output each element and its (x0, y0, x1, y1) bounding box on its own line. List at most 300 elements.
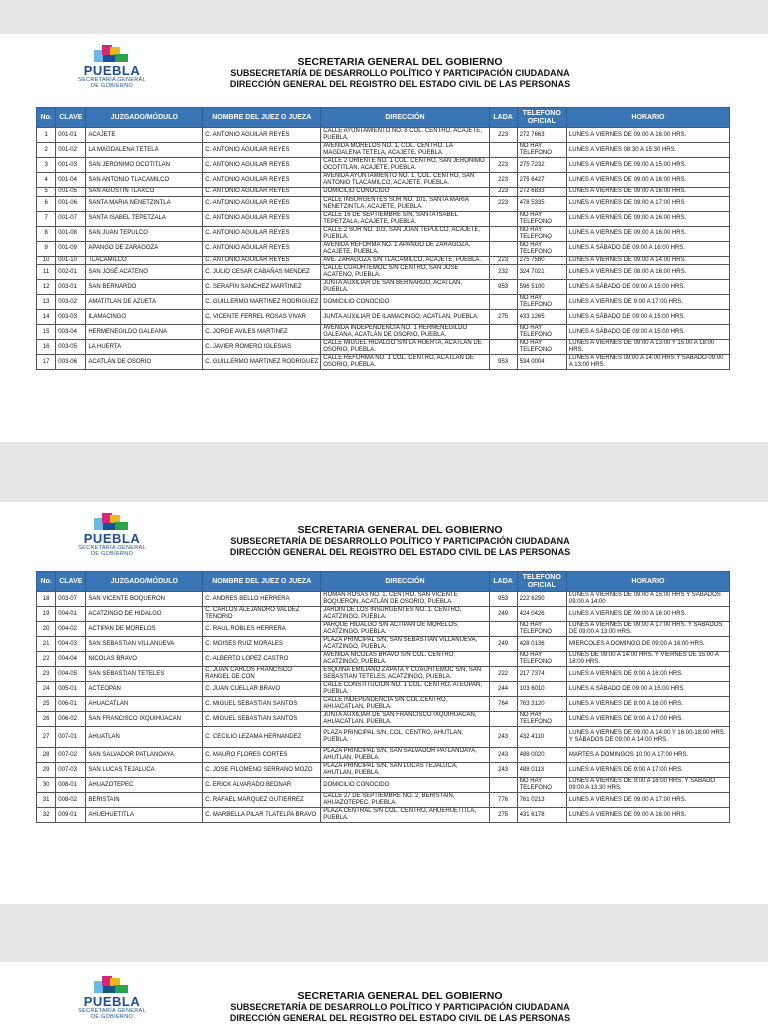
cell-juzgado: TLACAMILCO (86, 256, 203, 265)
table-row (37, 727, 730, 748)
header-titles (150, 524, 650, 557)
document-page-3 (0, 962, 768, 1024)
cell-horario: LUNES A VIERNES DE 09:00 A 17:00 HRS. Y SÁBADOS DE 09:00 A 13:00 HRS. (566, 622, 729, 637)
cell-telefono: 428 0136 (517, 637, 566, 652)
table-row (37, 652, 730, 667)
cell-telefono: NO HAY TELEFONO (517, 325, 566, 340)
table-header-row (37, 572, 730, 592)
cell-no: 19 (37, 607, 56, 622)
cell-lada (489, 340, 517, 355)
cell-lada (489, 241, 517, 256)
cell-juez: C. CECILIO LEZAMA HERNANDEZ (203, 727, 321, 748)
cell-telefono: 275 6427 (517, 173, 566, 188)
cell-clave: 001-02 (56, 143, 86, 158)
table-row (37, 128, 730, 143)
cell-direccion: PLAZA PRINCIPAL S/N, SAN SEBASTIAN VILLANUEVA, ACATZINGO, PUEBLA. (321, 637, 489, 652)
cell-clave: 004-04 (56, 652, 86, 667)
cell-direccion: PLAZA CENTRAL S/N COL. CENTRO, AHUEHUETITLA, PUEBLA. (321, 808, 489, 823)
cell-lada: 953 (489, 355, 517, 370)
cell-lada: 223 (489, 188, 517, 197)
cell-juez: C. RAFAEL MARQUEZ GUTIERREZ (203, 793, 321, 808)
cell-clave: 008-01 (56, 778, 86, 793)
cell-direccion: CALLE 27 DE SEPTIEMBRE NO. 2, BERISTAIN, AHUAZOTEPEC, PUEBLA. (321, 793, 489, 808)
cell-lada: 249 (489, 637, 517, 652)
table-row (37, 211, 730, 226)
cell-no: 24 (37, 682, 56, 697)
cell-direccion: CALLE CONSTITUCION NO. 1 COL. CENTRO, ATEOPAN, PUEBLA. (321, 682, 489, 697)
cell-horario: LUNES A VIERNES DE 09:00 A 16:00 HRS. (566, 128, 729, 143)
cell-direccion: DOMICILIO CONOCIDO (321, 295, 489, 310)
cell-horario: LUNES A VIERNES DE 09:00 A 17:00 HRS. (566, 793, 729, 808)
cell-telefono: 488 0113 (517, 763, 566, 778)
cell-direccion: DOMICILIO CONOCIDO (321, 188, 489, 197)
cell-clave: 001-04 (56, 173, 86, 188)
cell-clave: 003-02 (56, 295, 86, 310)
cell-lada: 223 (489, 158, 517, 173)
cell-horario: LUNES A SÁBADO DE 09:00 A 15:00 HRS. (566, 310, 729, 325)
cell-clave: 002-01 (56, 265, 86, 280)
cell-juzgado: AHUATLAN (86, 727, 203, 748)
cell-horario: LUNES A VIERNES DE 09:00 A 15:00 HRS Y SABADOS 09:00 A 14:00 (566, 592, 729, 607)
cell-horario: LUNES A VIERNES DE 9:00 A 16:00 HRS. (566, 667, 729, 682)
cell-telefono: 431 6178 (517, 808, 566, 823)
cell-no: 28 (37, 748, 56, 763)
cell-horario: LUNES A VIERNES DE 9:00 A 17:00 HRS. (566, 712, 729, 727)
logo-subtext: SECRETARÍA GENERAL DE GOBIERNO (78, 545, 146, 557)
cell-juez: C. MAURO FLORES CORTES (203, 748, 321, 763)
cell-juzgado: AHUAZOTEPEC (86, 778, 203, 793)
cell-lada (489, 295, 517, 310)
cell-direccion: PLAZA PRINCIPAL S/N, SAN SALVADOR PATLANOAYA, AHUTLAN, PUEBLA. (321, 748, 489, 763)
cell-horario: LUNES A VIERNES DE 09:00 A 13:00 Y 15:00 A 18:00 HRS. (566, 340, 729, 355)
cell-clave: 005-01 (56, 682, 86, 697)
cell-horario: LUNES A VIERNES DE 09:00 A 17:00 HRS (566, 196, 729, 211)
cell-clave: 006-01 (56, 697, 86, 712)
cell-telefono: 424 0426 (517, 607, 566, 622)
cell-no: 14 (37, 310, 56, 325)
table-row (37, 188, 730, 197)
cell-juzgado: SANTA MARIA NENETZINTLA (86, 196, 203, 211)
cell-juez: C. JUAN CARLOS FRANCISCO RANGEL DE CON (203, 667, 321, 682)
cell-telefono: 275 7580 (517, 256, 566, 265)
cell-telefono: 324 7021 (517, 265, 566, 280)
cell-direccion: CALLE AYUNTAMIENTO NO. 8 COL. CENTRO, ACAJETE, PUEBLA. (321, 128, 489, 143)
cell-clave: 003-07 (56, 592, 86, 607)
cell-no: 30 (37, 778, 56, 793)
cell-telefono: NO HAY TELEFONO (517, 340, 566, 355)
cell-juzgado: SAN SEBASTIAN TETELES (86, 667, 203, 682)
col-direccion: DIRECCIÓN (321, 108, 489, 128)
cell-no: 8 (37, 226, 56, 241)
cell-telefono: 763 3120 (517, 697, 566, 712)
cell-juzgado: SAN JOSÉ ACATENO (86, 265, 203, 280)
cell-juez: C. SERAFIN SANCHEZ MARTINEZ (203, 280, 321, 295)
page-title: SECRETARIA GENERAL DEL GOBIERNO (297, 56, 503, 68)
col-horario: HORARIO (566, 572, 729, 592)
cell-telefono: NO HAY TELEFONO (517, 211, 566, 226)
cell-horario: LUNES A VIERNES DE 09:00 A 14:00 Y 16:00-18:00 HRS. Y SÁBADOS DE 09:00 A 14:00 HRS. (566, 727, 729, 748)
cell-horario: LUNES A VIERNES DE 09:00 A 16:00 HRS. (566, 211, 729, 226)
table-row (37, 667, 730, 682)
cell-telefono: NO HAY TELEFONO (517, 622, 566, 637)
cell-telefono: 478 5335 (517, 196, 566, 211)
cell-no: 15 (37, 325, 56, 340)
table-row (37, 310, 730, 325)
document-page-1 (0, 34, 768, 442)
cell-horario: LUNES A VIERNES DE 09:00 A 16:00 HRS. (566, 188, 729, 197)
col-juez: NOMBRE DEL JUEZ O JUEZA (203, 108, 321, 128)
cell-juzgado: NICOLAS BRAVO (86, 652, 203, 667)
cell-horario: LUNES A VIERNES DE 9:00 A 17:00 HRS. (566, 763, 729, 778)
cell-juzgado: ACATZINGO DE HIDALGO (86, 607, 203, 622)
cell-telefono: 272 7663 (517, 128, 566, 143)
cell-lada: 275 (489, 808, 517, 823)
cell-juez: C. MIGUEL SEBASTIAN SANTOS (203, 697, 321, 712)
cell-juzgado: AMATITLAN DE AZUETA (86, 295, 203, 310)
cell-juez: C. VICENTE FERREL ROSAS VIVAR (203, 310, 321, 325)
cell-horario: LUNES A VIERNES 09:00 A 14:00 HRS Y SABADO 09:00 A 13:00 HRS. (566, 355, 729, 370)
cell-telefono: 103 6010 (517, 682, 566, 697)
logo-word: PUEBLA (83, 994, 141, 1009)
cell-juzgado: LA MAGDALENA TETELA (86, 143, 203, 158)
cell-juzgado: SAN JERONIMO OCOTITLAN (86, 158, 203, 173)
cell-no: 29 (37, 763, 56, 778)
cell-no: 17 (37, 355, 56, 370)
cell-no: 21 (37, 637, 56, 652)
cell-horario: LUNES A VIERNES DE 09:00 A 16:00 HRS. (566, 173, 729, 188)
cell-clave: 003-03 (56, 310, 86, 325)
logo-word: PUEBLA (83, 531, 141, 546)
cell-no: 9 (37, 241, 56, 256)
cell-horario: LUNES A VIERNES DE 09:00 A 16:00 HRS. (566, 607, 729, 622)
table-row (37, 340, 730, 355)
cell-no: 13 (37, 295, 56, 310)
cell-juez: C. JORGE AVILES MARTINEZ (203, 325, 321, 340)
cell-clave: 004-05 (56, 667, 86, 682)
col-juzgado: JUZGADO/MÓDULO (86, 108, 203, 128)
cell-lada: 776 (489, 793, 517, 808)
table-row (37, 196, 730, 211)
cell-telefono: NO HAY TELEFONO (517, 712, 566, 727)
table-row (37, 256, 730, 265)
cell-juzgado: SAN JUAN TEPULCO (86, 226, 203, 241)
cell-no: 22 (37, 652, 56, 667)
logo-blocks-icon (94, 976, 130, 993)
table-row (37, 793, 730, 808)
cell-direccion: DOMICILIO CONOCIDO (321, 778, 489, 793)
cell-no: 11 (37, 265, 56, 280)
cell-juez: C. JOSE FILOMENO SERRANO MOZO (203, 763, 321, 778)
cell-telefono: NO HAY TELEFONO (517, 241, 566, 256)
cell-lada: 223 (489, 128, 517, 143)
cell-juez: C. ANTONIO AGUILAR REYES (203, 241, 321, 256)
cell-lada: 222 (489, 667, 517, 682)
cell-lada: 223 (489, 196, 517, 211)
col-no: No. (37, 572, 56, 592)
col-direccion: DIRECCIÓN (321, 572, 489, 592)
header-titles (150, 990, 650, 1023)
cell-juez: C. ANDRES BELLO HERRERA (203, 592, 321, 607)
cell-direccion: AVENIDA MORELOS NO. 1, COL. CENTRO, LA MAGDALENA TETELA, ACAJETE, PUEBLA. (321, 143, 489, 158)
cell-lada (489, 143, 517, 158)
table-row (37, 265, 730, 280)
cell-direccion: AVENIDA NICOLAS BRAVO S/N COL. CENTRO, ACATZINGO, PUEBLA. (321, 652, 489, 667)
cell-lada: 243 (489, 748, 517, 763)
logo-subtext: SECRETARÍA GENERAL DE GOBIERNO (78, 1008, 146, 1020)
puebla-logo (76, 45, 148, 93)
cell-lada: 249 (489, 607, 517, 622)
cell-horario: LUNES A SÁBADO DE 09:00 A 16:00 HRS. (566, 241, 729, 256)
cell-lada: 232 (489, 265, 517, 280)
cell-lada: 953 (489, 592, 517, 607)
cell-direccion: PARQUE HIDALGO S/N ACTIPAN DE MORELOS, ACATZINGO, PUEBLA. (321, 622, 489, 637)
cell-juez: C. ANTONIO AGUILAR REYES (203, 188, 321, 197)
cell-juzgado: SAN LUCAS TEJALUCA (86, 763, 203, 778)
cell-clave: 003-04 (56, 325, 86, 340)
cell-juez: C. MIGUEL SEBASTIAN SANTOS (203, 712, 321, 727)
page-subtitle-1: SUBSECRETARÍA DE DESARROLLO POLÍTICO Y PARTICIPACIÓN CIUDADANA (230, 68, 570, 78)
cell-horario: LUNES A VIERNES DE 09:00 A 15:00 HRS. (566, 158, 729, 173)
cell-horario: LUNES A VIERNES DE 8:00 A 16:00 HRS. (566, 697, 729, 712)
table-row (37, 607, 730, 622)
cell-juzgado: ACTEOPAN (86, 682, 203, 697)
cell-lada (489, 226, 517, 241)
page-title: SECRETARIA GENERAL DEL GOBIERNO (297, 990, 503, 1002)
cell-juzgado: BERISTAIN (86, 793, 203, 808)
cell-horario: MARTES A DOMINGOS 10:00 A 17:00 HRS. (566, 748, 729, 763)
cell-clave: 007-01 (56, 727, 86, 748)
cell-direccion: AVENIDA REFORMA NO. 1 APANGO DE ZARAGOZA, ACAJETE, PUEBLA. (321, 241, 489, 256)
cell-clave: 001-03 (56, 158, 86, 173)
page-subtitle-2: DIRECCIÓN GENERAL DEL REGISTRO DEL ESTADO CIVIL DE LAS PERSONAS (229, 546, 571, 557)
cell-telefono: 275 7232 (517, 158, 566, 173)
col-clave: CLAVE (56, 572, 86, 592)
cell-direccion: CALLE 2 ORIENTE NO. 1 COL. CENTRO, SAN JERONIMO OCOTITLAN, ACAJETE, PUEBLA. (321, 158, 489, 173)
table-row (37, 763, 730, 778)
cell-juzgado: SAN BERNARDO (86, 280, 203, 295)
cell-juzgado: AHUEHUETITLA (86, 808, 203, 823)
cell-clave: 001-08 (56, 226, 86, 241)
cell-clave: 001-06 (56, 196, 86, 211)
cell-juez: C. JUAN CUELLAR BRAVO (203, 682, 321, 697)
cell-juzgado: SAN VICENTE BOQUERON (86, 592, 203, 607)
cell-direccion: AVENIDA AYUNTAMIENTO NO. 1, COL. CENTRO, SAN ANTONIO TLACAMILCO, ACAJETE, PUEBLA. (321, 173, 489, 188)
cell-no: 27 (37, 727, 56, 748)
cell-juez: C. ERICK ALVARADO BEDNAR (203, 778, 321, 793)
cell-horario: LUNES A SÁBADO DE 09:00 A 15:00 HRS. (566, 682, 729, 697)
cell-direccion: JUNTA AUXILIAR DE SAN BERNARDO, ACATLAN, PUEBLA. (321, 280, 489, 295)
cell-clave: 001-05 (56, 188, 86, 197)
table-header-row (37, 108, 730, 128)
cell-horario: MIERCOLES A DOMINGO DE 09:00 A 16:00 HRS. (566, 637, 729, 652)
cell-juez: C. ANTONIO AGUILAR REYES (203, 211, 321, 226)
cell-no: 5 (37, 188, 56, 197)
table-row (37, 295, 730, 310)
document-page-2 (0, 502, 768, 904)
cell-juez: C. ANTONIO AGUILAR REYES (203, 196, 321, 211)
cell-telefono: NO HAY TELEFONO (517, 295, 566, 310)
cell-telefono: 761 0213 (517, 793, 566, 808)
table-row (37, 682, 730, 697)
cell-juez: C. RAUL ROBLES HERRERA (203, 622, 321, 637)
col-no: No. (37, 108, 56, 128)
table-row (37, 592, 730, 607)
table-row (37, 226, 730, 241)
cell-no: 20 (37, 622, 56, 637)
cell-juzgado: LA HUERTA (86, 340, 203, 355)
page-subtitle-2: DIRECCIÓN GENERAL DEL REGISTRO DEL ESTADO CIVIL DE LAS PERSONAS (229, 1012, 571, 1023)
cell-clave: 003-01 (56, 280, 86, 295)
cell-juez: C. CARLOS ALEJANDRO VALDEZ TENORIO (203, 607, 321, 622)
cell-no: 7 (37, 211, 56, 226)
table-row (37, 143, 730, 158)
col-juez: NOMBRE DEL JUEZ O JUEZA (203, 572, 321, 592)
cell-juzgado: AHUACATLAN (86, 697, 203, 712)
cell-no: 12 (37, 280, 56, 295)
cell-telefono: 488 0020 (517, 748, 566, 763)
cell-lada (489, 652, 517, 667)
cell-juzgado: SAN FRANCISCO IXQUIHUACAN (86, 712, 203, 727)
cell-no: 32 (37, 808, 56, 823)
cell-clave: 001-07 (56, 211, 86, 226)
cell-juez: C. ANTONIO AGUILAR REYES (203, 226, 321, 241)
cell-no: 6 (37, 196, 56, 211)
cell-direccion: CALLE MIGUEL HIDALGO S/N LA HUERTA, ACATLÁN DE OSORIO, PUEBLA. (321, 340, 489, 355)
cell-lada: 244 (489, 682, 517, 697)
page-subtitle-2: DIRECCIÓN GENERAL DEL REGISTRO DEL ESTADO CIVIL DE LAS PERSONAS (229, 78, 571, 89)
logo-blocks-icon (94, 45, 130, 62)
cell-juzgado: ACATLÁN DE OSORIO (86, 355, 203, 370)
page-title: SECRETARIA GENERAL DEL GOBIERNO (297, 524, 503, 536)
cell-clave: 001-10 (56, 256, 86, 265)
cell-direccion: AVE. ZARAGOZA S/N TLACAMILCO, ACAJETE, PUEBLA. (321, 256, 489, 265)
col-clave: CLAVE (56, 108, 86, 128)
cell-juez: C. ANTONIO AGUILAR REYES (203, 128, 321, 143)
cell-telefono: NO HAY TELEFONO (517, 226, 566, 241)
cell-juez: C. JAVIER ROMERO IGLESIAS (203, 340, 321, 355)
cell-no: 10 (37, 256, 56, 265)
cell-lada (489, 325, 517, 340)
cell-clave: 001-09 (56, 241, 86, 256)
cell-horario: LUNES A VIERNES DE 9:00 A 16:00 HRS. Y SÁBADO 09:00 A 13:30 HRS. (566, 778, 729, 793)
cell-telefono: 272 6833 (517, 188, 566, 197)
cell-direccion: CALLE REFORMA NO. 1 COL. CENTRO, ACATLÁN DE OSORIO, PUEBLA. (321, 355, 489, 370)
cell-horario: LUNES A VIERNES DE 09:00 A 16:00 HRS. (566, 808, 729, 823)
cell-juzgado: ILAMACINGO (86, 310, 203, 325)
table-row (37, 808, 730, 823)
cell-direccion: JUNTA AUXILIAR DE ILAMACINGO, ACATLAN, PUEBLA. (321, 310, 489, 325)
cell-clave: 003-05 (56, 340, 86, 355)
cell-clave: 004-02 (56, 622, 86, 637)
cell-lada (489, 622, 517, 637)
cell-telefono: 222 6250 (517, 592, 566, 607)
cell-juez: C. JULIO CESAR CABAÑAS MENDEZ (203, 265, 321, 280)
cell-juzgado: ACTIPAN DE MORELOS (86, 622, 203, 637)
cell-clave: 006-02 (56, 712, 86, 727)
cell-no: 1 (37, 128, 56, 143)
cell-juzgado: SAN ANTONIO TLACAMILCO (86, 173, 203, 188)
cell-horario: LUNES A SÁBADO DE 09:00 A 15:00 HRS. (566, 325, 729, 340)
cell-juzgado: ACAJETE (86, 128, 203, 143)
cell-no: 16 (37, 340, 56, 355)
cell-telefono: 433 1265 (517, 310, 566, 325)
cell-juez: C. GUILLERMO MARTINEZ RODRIGUEZ (203, 355, 321, 370)
cell-direccion: ESQUINA EMILIANO ZAPATA Y CUAUHTEMOC S/N, SAN SEBASTIAN TETELES, ACATZINGO, PUEBLA. (321, 667, 489, 682)
cell-juez: C. ANTONIO AGUILAR REYES (203, 158, 321, 173)
cell-direccion: CALLE INSURGENTES SUR NO. 101, SANTA MARIA NENETZINTLA, ACAJETE, PUEBLA. (321, 196, 489, 211)
table-row (37, 622, 730, 637)
col-juzgado: JUZGADO/MÓDULO (86, 572, 203, 592)
cell-direccion: AVENIDA INDEPENDENCIA NO. 1 HERMENEGILDO GALEANA, ACATLÁN DE OSORIO, PUEBLA. (321, 325, 489, 340)
cell-no: 3 (37, 158, 56, 173)
cell-telefono: 534 0004 (517, 355, 566, 370)
cell-juzgado: APANGO DE ZARAGOZA (86, 241, 203, 256)
cell-juez: C. ANTONIO AGUILAR REYES (203, 143, 321, 158)
cell-direccion: PLAZA PRINCIPAL S/N, SAN LUCAS TEJALUCA, AHUTLAN, PUEBLA. (321, 763, 489, 778)
cell-telefono: 596 5100 (517, 280, 566, 295)
cell-clave: 008-02 (56, 793, 86, 808)
cell-lada: 243 (489, 763, 517, 778)
cell-clave: 003-06 (56, 355, 86, 370)
table-row (37, 241, 730, 256)
cell-clave: 007-03 (56, 763, 86, 778)
cell-no: 4 (37, 173, 56, 188)
cell-juez: C. GUILLERMO MARTINEZ RODRIGUEZ (203, 295, 321, 310)
cell-telefono: 217 7374 (517, 667, 566, 682)
header-titles (150, 56, 650, 89)
cell-juez: C. ANTONIO AGUILAR REYES (203, 256, 321, 265)
cell-clave: 007-02 (56, 748, 86, 763)
cell-horario: LUNES A VIERNES DE 09:00 A 16:00 HRS. (566, 226, 729, 241)
table-row (37, 748, 730, 763)
cell-lada: 764 (489, 697, 517, 712)
cell-juzgado: SAN SEBASTIAN VILLANUEVA (86, 637, 203, 652)
table-row (37, 637, 730, 652)
page-subtitle-1: SUBSECRETARÍA DE DESARROLLO POLÍTICO Y PARTICIPACIÓN CIUDADANA (230, 536, 570, 546)
cell-lada (489, 211, 517, 226)
cell-lada (489, 778, 517, 793)
table-row (37, 778, 730, 793)
logo-subtext: SECRETARÍA GENERAL DE GOBIERNO (78, 77, 146, 89)
cell-direccion: CALLE CUAUHTEMOC S/N CENTRO, SAN JOSE ACATENO, PUEBLA. (321, 265, 489, 280)
cell-juez: C. ALBERTO LOPEZ CASTRO (203, 652, 321, 667)
cell-juzgado: SANTA ISABEL TEPETZALA (86, 211, 203, 226)
table-row (37, 712, 730, 727)
cell-no: 18 (37, 592, 56, 607)
logo-word: PUEBLA (83, 63, 141, 78)
cell-direccion: CALLE 16 DE SEPTIEMBRE S/N, SANTA ISABEL TEPETZALA, ACAJETE, PUEBLA. (321, 211, 489, 226)
puebla-logo (76, 976, 148, 1024)
cell-telefono: NO HAY TELEFONO (517, 143, 566, 158)
cell-juez: C. ANTONIO AGUILAR REYES (203, 173, 321, 188)
cell-lada (489, 712, 517, 727)
col-telefono: TELEFONO OFICIAL (517, 108, 566, 128)
table-row (37, 280, 730, 295)
cell-horario: LUNES A VIERNES 08:30 A 15:30 HRS. (566, 143, 729, 158)
col-telefono: TELEFONO OFICIAL (517, 572, 566, 592)
cell-direccion: ROMAN ROSAS NO. 1, CENTRO, SAN VICENTE BOQUERON, ACATLÁN DE OSORIO, PUEBLA. (321, 592, 489, 607)
cell-clave: 004-01 (56, 607, 86, 622)
registry-table-2 (36, 571, 730, 823)
cell-no: 25 (37, 697, 56, 712)
cell-lada: 243 (489, 727, 517, 748)
cell-telefono: NO HAY TELEFONO (517, 652, 566, 667)
cell-juez: C. MARBELLA PILAR TLATELPA BRAVO (203, 808, 321, 823)
cell-horario: LUNES DE 09:00 A 14:00 HRS. Y VIERNES DE 15:00 A 18:00 HRS. (566, 652, 729, 667)
cell-direccion: PLAZA PRINCIPAL S/N, COL. CENTRO, AHUTLAN, PUEBLA. (321, 727, 489, 748)
logo-blocks-icon (94, 513, 130, 530)
cell-telefono: 432 4110 (517, 727, 566, 748)
